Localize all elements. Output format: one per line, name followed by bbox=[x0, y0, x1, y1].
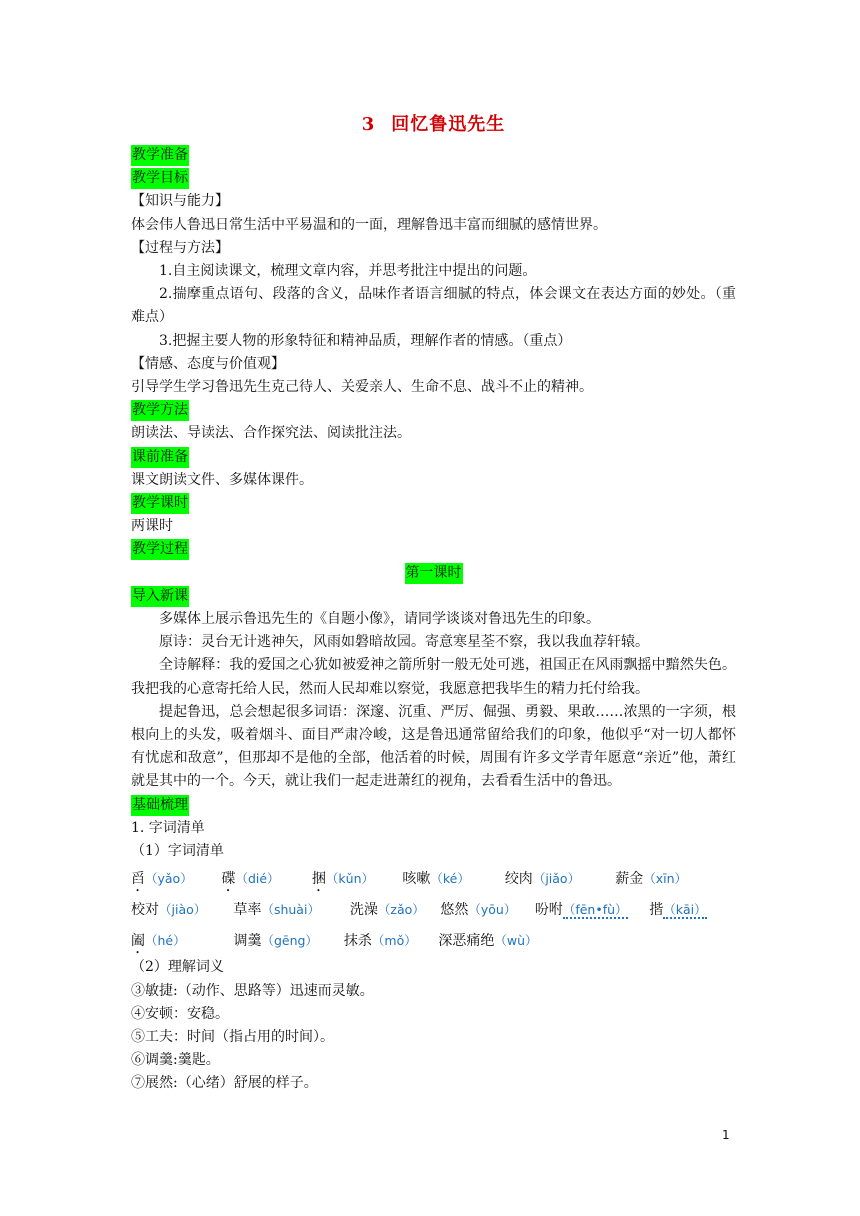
basics-section-1b: （2）理解词义 bbox=[131, 959, 224, 976]
heading-hours: 教学课时 bbox=[131, 493, 189, 514]
vocab-item: 捆（kǔn） bbox=[311, 871, 374, 888]
definition-item: ③敏捷:（动作、思路等）迅速而灵敏。 bbox=[131, 982, 374, 999]
process-method-label: 【过程与方法】 bbox=[131, 239, 229, 256]
lead-in-p3: 全诗解释：我的爱国之心犹如被爱神之箭所射一般无处可逃，祖国正在风雨飘摇中黯然失色。我把我的心意寄托给人民，然而人民却难以察觉，我愿意把我毕生的精力托付给我。 bbox=[131, 657, 736, 697]
lesson-number: 3 bbox=[361, 114, 376, 135]
definition-item: ④安顿：安稳。 bbox=[131, 1005, 229, 1022]
method-text: 朗读法、导读法、合作探究法、阅读批注法。 bbox=[131, 425, 411, 442]
vocab-item: 抹杀（mǒ） bbox=[343, 933, 417, 950]
process-item-1: 1.自主阅读课文，梳理文章内容，并思考批注中提出的问题。 bbox=[159, 263, 537, 280]
lead-in-p4: 提起鲁迅，总会想起很多词语：深邃、沉重、严厉、倔强、勇毅、果敢……浓黑的一字须，根根向上的头发，吸着烟斗、面目严肃冷峻，这是鲁迅通常留给我们的印象，他似乎“对一切人都怀有忧虑和敌意”，但那却不是他的全部，他活着的时候，周围有许多文学青年愿意“亲近”他，萧红就是其中的一个。今天，就让我们一起走进萧红的视角，去看看生活中的鲁迅。 bbox=[131, 703, 736, 790]
vocab-item: 吩咐（fēn•fù） bbox=[534, 902, 628, 919]
first-period-heading: 第一课时 bbox=[405, 563, 463, 584]
vocab-item: 揩（kāi） bbox=[649, 902, 707, 919]
definition-item: ⑦展然:（心绪）舒展的样子。 bbox=[131, 1075, 318, 1092]
vocab-row-3 bbox=[131, 925, 736, 956]
lead-in-p1: 多媒体上展示鲁迅先生的《自题小像》，请同学谈谈对鲁迅先生的印象。 bbox=[159, 611, 600, 628]
heading-process: 教学过程 bbox=[131, 539, 189, 560]
process-item-3: 3.把握主要人物的形象特征和精神品质，理解作者的情感。（重点） bbox=[159, 332, 572, 349]
definition-item: ⑥调羹:羹匙。 bbox=[131, 1052, 220, 1069]
knowledge-label: 【知识与能力】 bbox=[131, 193, 229, 210]
vocab-item: 绞肉（jiǎo） bbox=[504, 871, 581, 888]
attitude-text: 引导学生学习鲁迅先生克己待人、关爱亲人、生命不息、战斗不止的精神。 bbox=[131, 379, 593, 396]
lesson-title: 回忆鲁迅先生 bbox=[391, 114, 506, 135]
vocab-item: 碟（dié） bbox=[221, 871, 280, 888]
attitude-label: 【情感、态度与价值观】 bbox=[131, 355, 285, 372]
knowledge-text: 体会伟人鲁迅日常生活中平易温和的一面，理解鲁迅丰富而细腻的感情世界。 bbox=[131, 216, 607, 233]
vocab-item: 悠然（yōu） bbox=[440, 902, 517, 919]
definition-item: ⑤工夫：时间（指占用的时间）。 bbox=[131, 1028, 334, 1045]
vocab-item: 校对（jiào） bbox=[131, 902, 207, 919]
vocab-row-1 bbox=[131, 863, 736, 894]
vocab-item: 洗澡（zǎo） bbox=[349, 902, 425, 919]
vocab-row-2 bbox=[131, 894, 736, 925]
heading-basics: 基础梳理 bbox=[131, 795, 189, 816]
page-title bbox=[131, 110, 736, 140]
vocab-item: 草率（shuài） bbox=[233, 902, 320, 919]
basics-section-1: 1. 字词清单 bbox=[131, 819, 205, 836]
page-number: 1 bbox=[722, 1128, 730, 1142]
document-page bbox=[131, 110, 736, 1096]
pre-class-text: 课文朗读文件、多媒体课件。 bbox=[131, 471, 313, 488]
hours-text: 两课时 bbox=[131, 518, 173, 535]
vocab-item: 深恶痛绝（wù） bbox=[438, 933, 538, 950]
vocab-item: 调羹（gēng） bbox=[233, 933, 318, 950]
process-item-2: 2.揣摩重点语句、段落的含义，品味作者语言细腻的特点，体会课文在表达方面的妙处。（重难点） bbox=[131, 286, 736, 326]
vocab-item: 咳嗽（ké） bbox=[402, 871, 470, 888]
heading-prep: 教学准备 bbox=[131, 145, 189, 166]
vocab-item: 薪金（xīn） bbox=[615, 871, 688, 888]
heading-goals: 教学目标 bbox=[131, 168, 189, 189]
vocab-item: 阖（hé） bbox=[131, 933, 186, 950]
lead-in-p2: 原诗：灵台无计逃神矢，风雨如磐暗故园。寄意寒星荃不察，我以我血荐轩辕。 bbox=[159, 634, 649, 651]
basics-section-1a: （1）字词清单 bbox=[131, 843, 224, 860]
heading-method: 教学方法 bbox=[131, 400, 189, 421]
vocab-item: 舀（yǎo） bbox=[131, 871, 193, 888]
heading-lead-in: 导入新课 bbox=[131, 586, 189, 607]
heading-pre-class: 课前准备 bbox=[131, 447, 189, 468]
